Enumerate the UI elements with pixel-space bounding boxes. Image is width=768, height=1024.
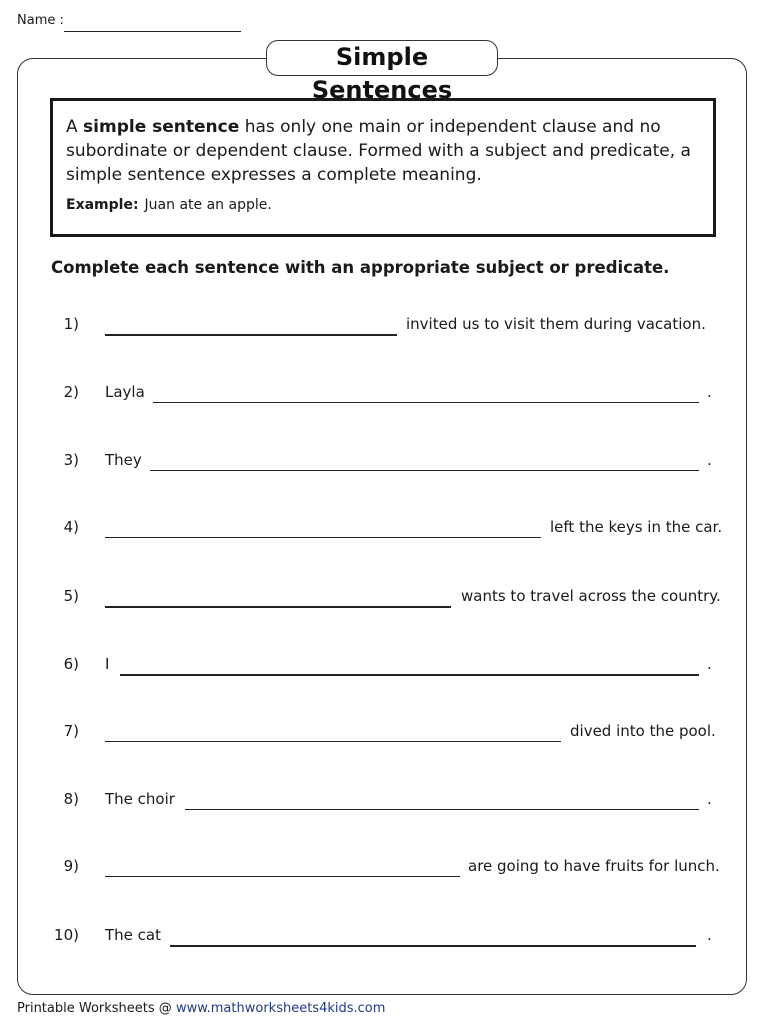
question-text: They [105, 451, 142, 469]
example [66, 197, 699, 213]
question-text: wants to travel across the country. [461, 587, 721, 605]
example-label: Example: [66, 197, 139, 213]
footer-link[interactable]: www.mathworksheets4kids.com [175, 1001, 386, 1016]
question-number: 8) [63, 790, 79, 808]
question-number: 5) [63, 587, 79, 605]
instruction: Complete each sentence with an appropriate subject or predicate. [51, 258, 670, 277]
answer-blank[interactable] [105, 741, 561, 742]
answer-blank[interactable] [185, 809, 699, 810]
question-9 [0, 856, 768, 886]
definition-rest: has only one main or independent clause and no subordinate or dependent clause. Formed with a subject and predicate, a simple sentence expresses a complete meaning. [66, 117, 691, 185]
sentence-period: . [707, 655, 712, 673]
question-text: left the keys in the car. [550, 518, 723, 536]
question-text: The choir [105, 790, 175, 808]
answer-blank[interactable] [120, 674, 699, 676]
footer-label: Printable Worksheets @ [17, 1001, 172, 1016]
answer-blank[interactable] [105, 537, 541, 538]
question-5 [0, 586, 768, 616]
question-number: 7) [63, 722, 79, 740]
definition-term: simple sentence [83, 117, 240, 137]
answer-blank[interactable] [170, 945, 696, 947]
question-6 [0, 654, 768, 684]
name-blank[interactable] [64, 31, 241, 32]
question-number: 6) [63, 655, 79, 673]
sentence-period: . [707, 383, 712, 401]
footer [17, 1001, 385, 1016]
question-number: 2) [63, 383, 79, 401]
answer-blank[interactable] [150, 470, 699, 471]
question-3 [0, 450, 768, 480]
question-number: 9) [63, 857, 79, 875]
sentence-period: . [707, 790, 712, 808]
sentence-period: . [707, 926, 712, 944]
answer-blank[interactable] [105, 606, 451, 608]
question-text: Layla [105, 383, 145, 401]
question-4 [0, 517, 768, 547]
example-text: Juan ate an apple. [144, 197, 272, 213]
question-number: 10) [54, 926, 79, 944]
question-number: 1) [63, 315, 79, 333]
answer-blank[interactable] [105, 334, 397, 336]
question-text: are going to have fruits for lunch. [468, 857, 720, 875]
question-text: invited us to visit them during vacation. [406, 315, 706, 333]
name-label: Name : [17, 13, 64, 28]
question-text: The cat [105, 926, 161, 944]
question-1 [0, 314, 768, 344]
definition-text [66, 115, 699, 187]
page-title: Simple Sentences [266, 40, 498, 76]
question-8 [0, 789, 768, 819]
answer-blank[interactable] [105, 876, 460, 877]
answer-blank[interactable] [153, 402, 699, 403]
question-number: 3) [63, 451, 79, 469]
definition-box [50, 98, 716, 237]
question-10 [0, 925, 768, 955]
definition-lead: A [66, 117, 78, 137]
question-text: dived into the pool. [570, 722, 716, 740]
question-text: I [105, 655, 110, 673]
sentence-period: . [707, 451, 712, 469]
question-7 [0, 721, 768, 751]
question-2 [0, 382, 768, 412]
question-number: 4) [63, 518, 79, 536]
